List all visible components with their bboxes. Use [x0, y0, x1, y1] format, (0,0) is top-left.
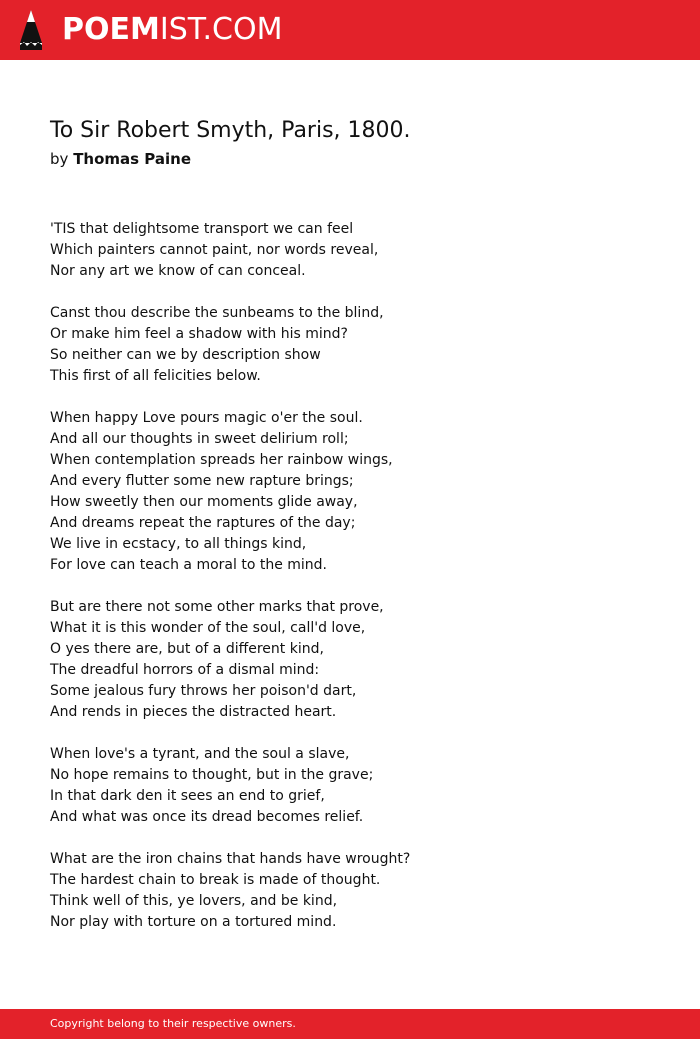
poem-stanza — [50, 849, 650, 933]
poem-byline — [50, 149, 191, 169]
poem-line: Which painters cannot paint, nor words reveal, — [50, 242, 379, 258]
poem-line: Some jealous fury throws her poison'd dart, — [50, 683, 357, 699]
poem-line: Nor any art we know of can conceal. — [50, 263, 306, 279]
poem-author: Thomas Paine — [73, 150, 192, 168]
poem-line: So neither can we by description show — [50, 347, 321, 363]
poem-line: No hope remains to thought, but in the grave; — [50, 767, 374, 783]
poem-line: O yes there are, but of a different kind, — [50, 641, 324, 657]
poem-line: And rends in pieces the distracted heart. — [50, 704, 337, 720]
poem-line: Or make him feel a shadow with his mind? — [50, 326, 348, 342]
logo-bold-text: POEM — [62, 12, 160, 47]
poem-line: How sweetly then our moments glide away, — [50, 494, 358, 510]
poem-stanza — [50, 408, 650, 576]
poem-line: Canst thou describe the sunbeams to the blind, — [50, 305, 384, 321]
poem-line: When love's a tyrant, and the soul a slave, — [50, 746, 350, 762]
poem-line: The hardest chain to break is made of thought. — [50, 872, 381, 888]
poem-stanza — [50, 303, 650, 387]
poem-stanza — [50, 597, 650, 723]
poem-line: In that dark den it sees an end to grief, — [50, 788, 325, 804]
poem-body — [50, 219, 650, 954]
site-footer — [0, 1009, 700, 1039]
by-label: by — [50, 150, 69, 168]
pencil-tip-icon[interactable] — [18, 9, 44, 51]
poem-line: But are there not some other marks that prove, — [50, 599, 384, 615]
poem-line: What it is this wonder of the soul, call'd love, — [50, 620, 366, 636]
poem-line: And dreams repeat the raptures of the day; — [50, 515, 356, 531]
poem-line: And what was once its dread becomes relief. — [50, 809, 364, 825]
poem-line: This first of all felicities below. — [50, 368, 261, 384]
copyright-text: Copyright belong to their respective owners. — [50, 1017, 296, 1030]
poem-line: Think well of this, ye lovers, and be kind, — [50, 893, 338, 909]
poem-title: To Sir Robert Smyth, Paris, 1800. — [50, 118, 411, 143]
site-logo[interactable] — [62, 12, 282, 48]
poem-line: And all our thoughts in sweet delirium roll; — [50, 431, 349, 447]
poem-line: 'TIS that delightsome transport we can feel — [50, 221, 354, 237]
poem-line: For love can teach a moral to the mind. — [50, 557, 328, 573]
site-header — [0, 0, 700, 60]
poem-line: When contemplation spreads her rainbow wings, — [50, 452, 393, 468]
logo-light-text: IST.COM — [159, 12, 283, 47]
poem-line: What are the iron chains that hands have wrought? — [50, 851, 411, 867]
poem-line: And every flutter some new rapture brings; — [50, 473, 354, 489]
poem-line: The dreadful horrors of a dismal mind: — [50, 662, 320, 678]
poem-line: Nor play with torture on a tortured mind. — [50, 914, 337, 930]
poem-stanza — [50, 219, 650, 282]
poem-line: We live in ecstacy, to all things kind, — [50, 536, 307, 552]
poem-line: When happy Love pours magic o'er the soul. — [50, 410, 363, 426]
poem-stanza — [50, 744, 650, 828]
